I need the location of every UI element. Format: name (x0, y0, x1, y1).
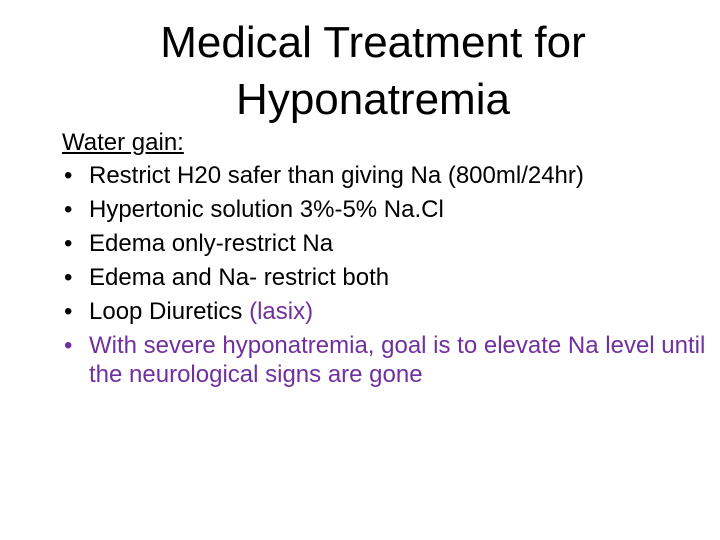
bullet-text: Restrict H20 safer than giving Na (800ml/24hr) (89, 162, 584, 189)
bullet-glyph: • (64, 230, 73, 257)
bullet-text: Hypertonic solution 3%-5% Na.Cl (89, 196, 444, 223)
bullet-glyph: • (64, 162, 73, 189)
bullet-item-edema-only (62, 229, 712, 258)
bullet-item-edema-and-na (62, 263, 712, 292)
bullet-glyph: • (64, 196, 73, 223)
bullet-item-restrict-h2o (62, 161, 712, 190)
bullet-glyph: • (64, 264, 73, 291)
title-line-2: Hyponatremia (236, 75, 510, 124)
bullet-text: Edema only-restrict Na (89, 230, 334, 257)
slide-body (62, 128, 712, 394)
bullet-text: With severe hyponatremia, goal is to elevate Na level until the neurological signs are gone (89, 332, 706, 388)
slide-title (118, 14, 628, 128)
bullet-item-severe-hyponatremia (62, 331, 712, 389)
bullet-text: Edema and Na- restrict both (89, 264, 390, 291)
lasix-highlight: (lasix) (249, 298, 314, 325)
bullet-item-loop-diuretics (62, 297, 712, 326)
water-gain-heading: Water gain: (62, 129, 184, 156)
bullet-glyph: • (64, 298, 73, 325)
bullet-item-hypertonic (62, 195, 712, 224)
bullet-text: Loop Diuretics (89, 298, 250, 325)
title-line-1: Medical Treatment for (160, 18, 586, 67)
bullet-list (62, 161, 712, 389)
bullet-glyph: • (64, 332, 73, 359)
